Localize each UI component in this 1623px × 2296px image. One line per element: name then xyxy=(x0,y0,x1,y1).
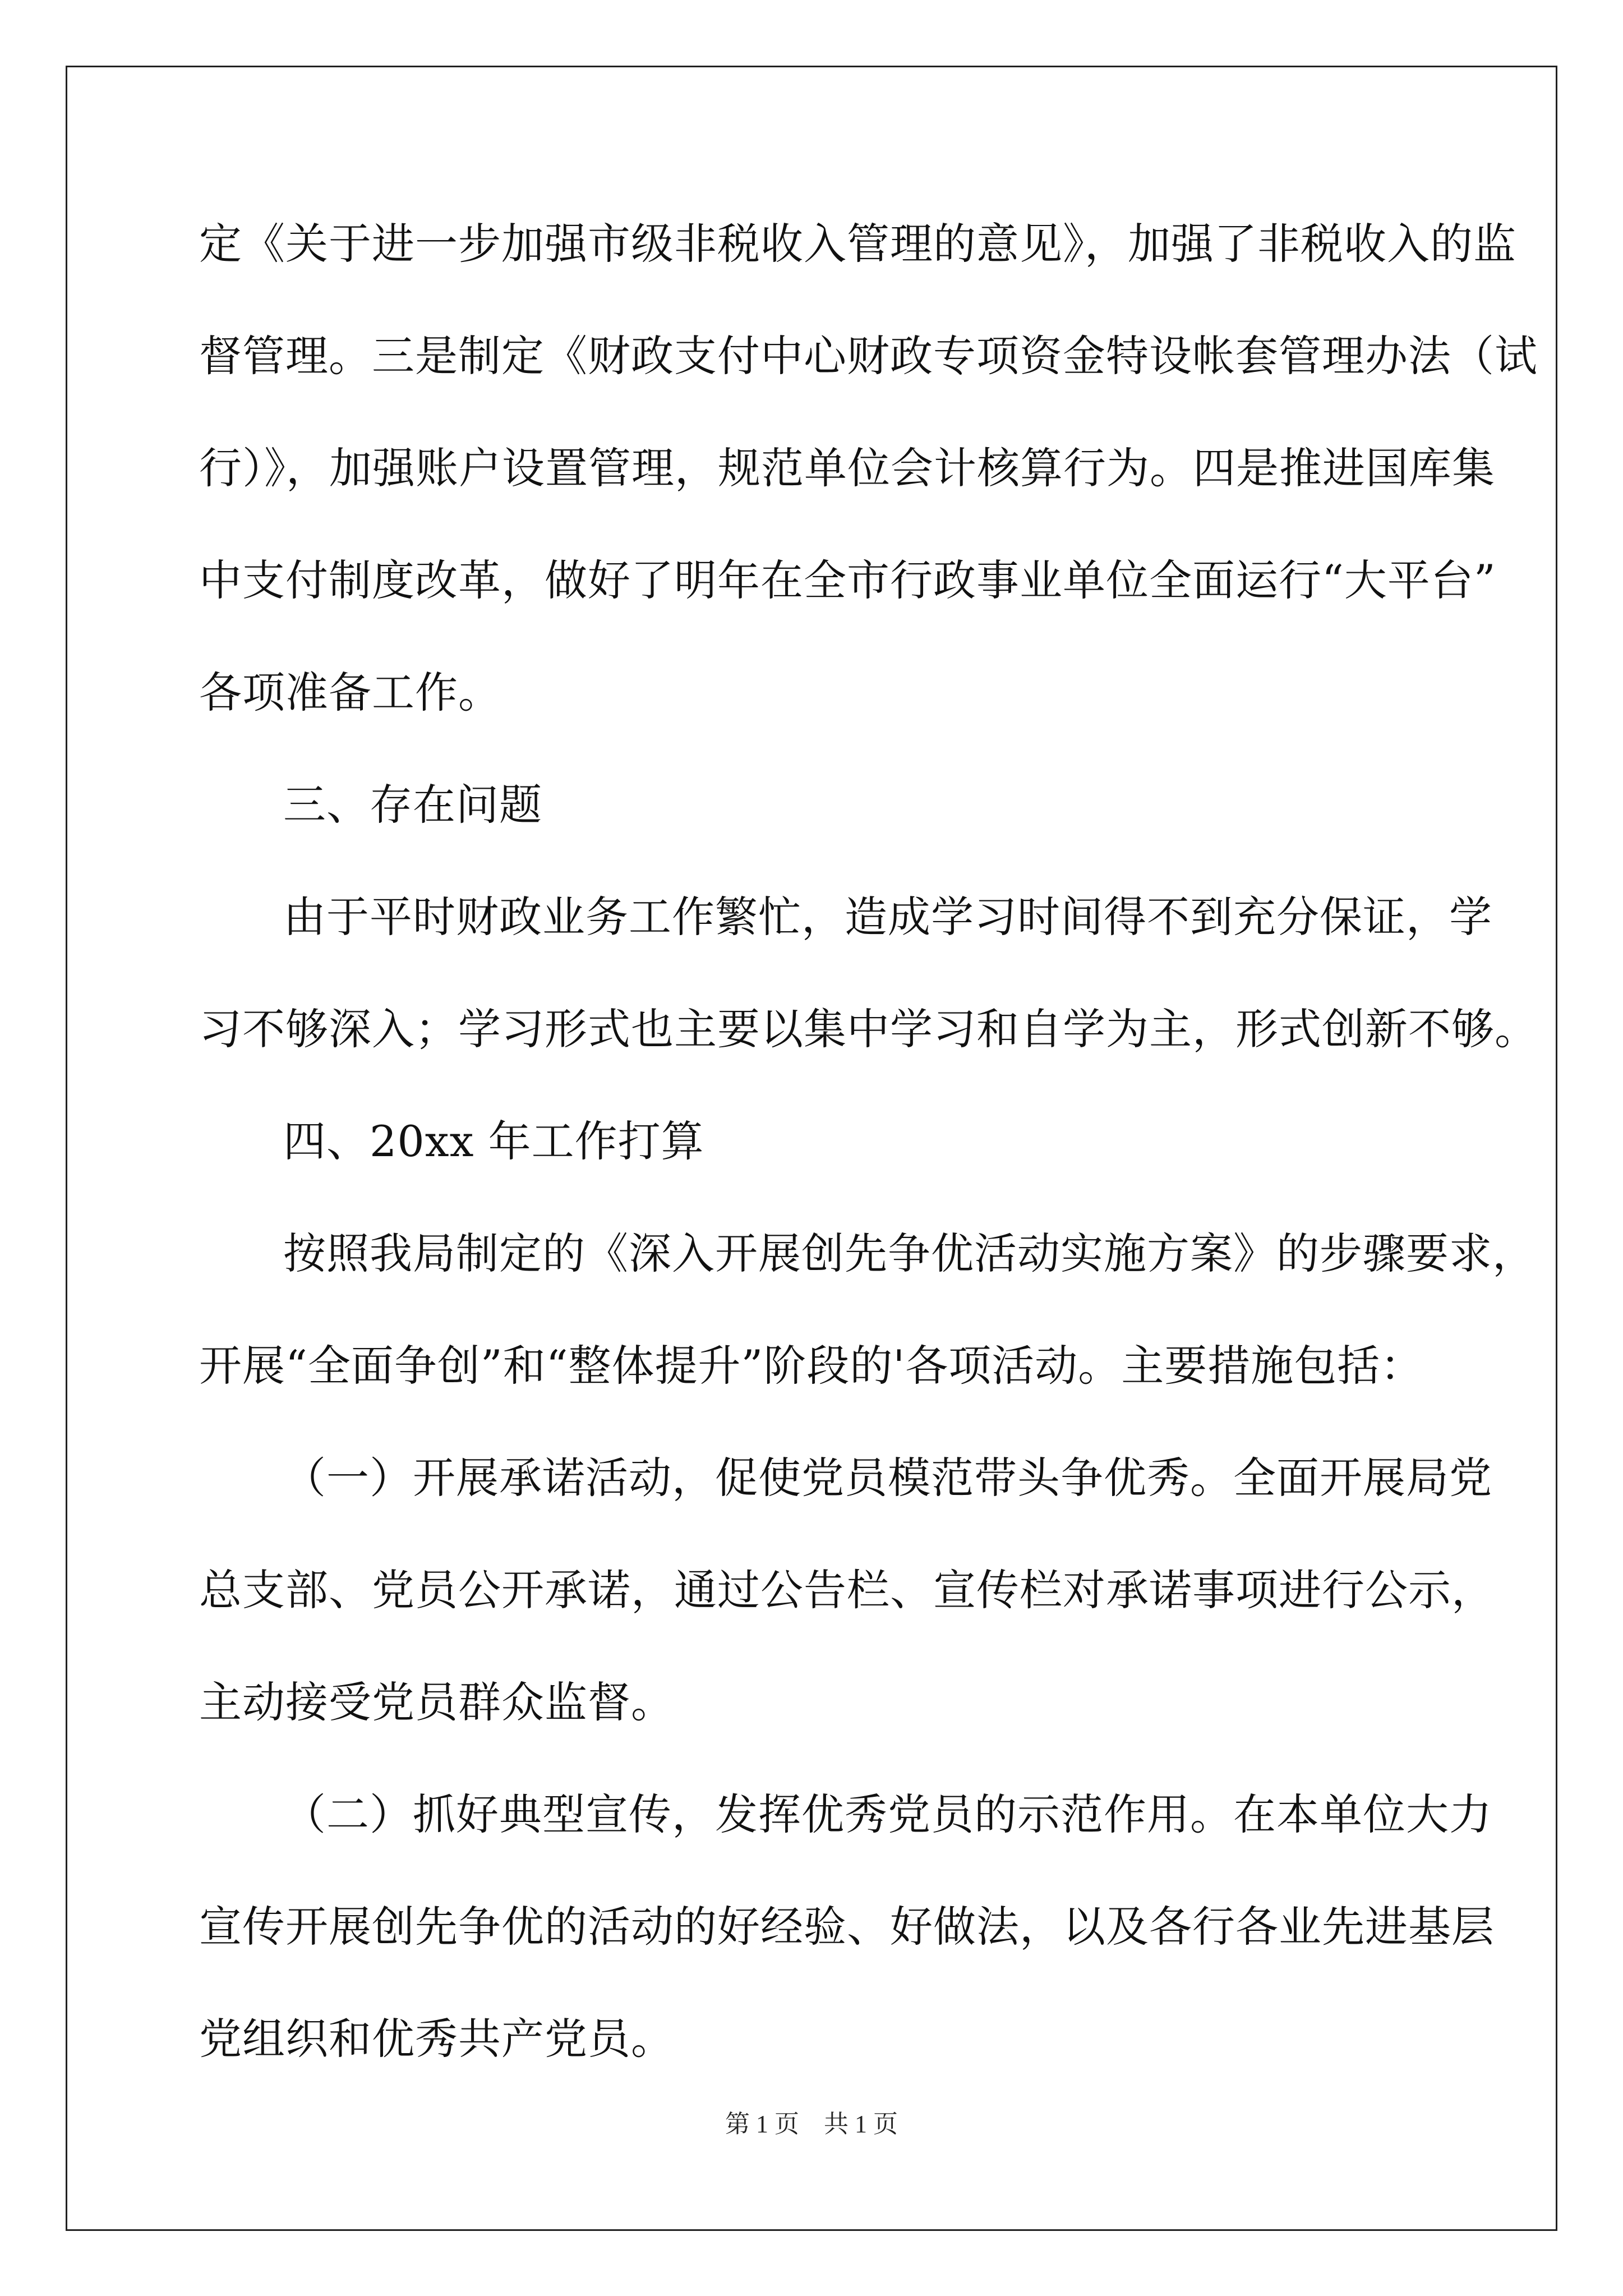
section-heading: 三、存在问题 xyxy=(283,780,542,830)
text-line: （一）开展承诺活动，促使党员模范带头争优秀。全面开展局党 xyxy=(283,1453,1492,1503)
text-line: 中支付制度改革，做好了明年在全市行政事业单位全面运行“大平台” xyxy=(199,555,1496,605)
section-heading: 四、20xx 年工作打算 xyxy=(283,1116,704,1166)
text-line: 由于平时财政业务工作繁忙，造成学习时间得不到充分保证，学 xyxy=(283,892,1492,942)
text-line: 定《关于进一步加强市级非税收入管理的意见》，加强了非税收入的监 xyxy=(199,219,1516,269)
text-line: （二）抓好典型宣传，发挥优秀党员的示范作用。在本单位大力 xyxy=(283,1789,1492,1839)
text-line: 党组织和优秀共产党员。 xyxy=(199,2014,674,2064)
page-footer: 第 1 页 共 1 页 xyxy=(725,2110,898,2138)
text-line: 习不够深入；学习形式也主要以集中学习和自学为主，形式创新不够。 xyxy=(199,1004,1538,1054)
text-line: 总支部、党员公开承诺，通过公告栏、宣传栏对承诺事项进行公示， xyxy=(199,1565,1495,1615)
text-line: 开展“全面争创”和“整体提升”阶段的'各项活动。主要措施包括： xyxy=(199,1341,1424,1391)
text-line: 行）》，加强账户设置管理，规范单位会计核算行为。四是推进国库集 xyxy=(199,443,1495,493)
text-line: 各项准备工作。 xyxy=(199,668,501,717)
text-line: 主动接受党员群众监督。 xyxy=(199,1677,674,1727)
text-line: 宣传开展创先争优的活动的好经验、好做法，以及各行各业先进基层 xyxy=(199,1902,1495,1952)
text-line: 按照我局制定的《深入开展创先争优活动实施方案》的步骤要求， xyxy=(283,1228,1536,1278)
text-line: 督管理。三是制定《财政支付中心财政专项资金特设帐套管理办法（试 xyxy=(199,331,1538,381)
